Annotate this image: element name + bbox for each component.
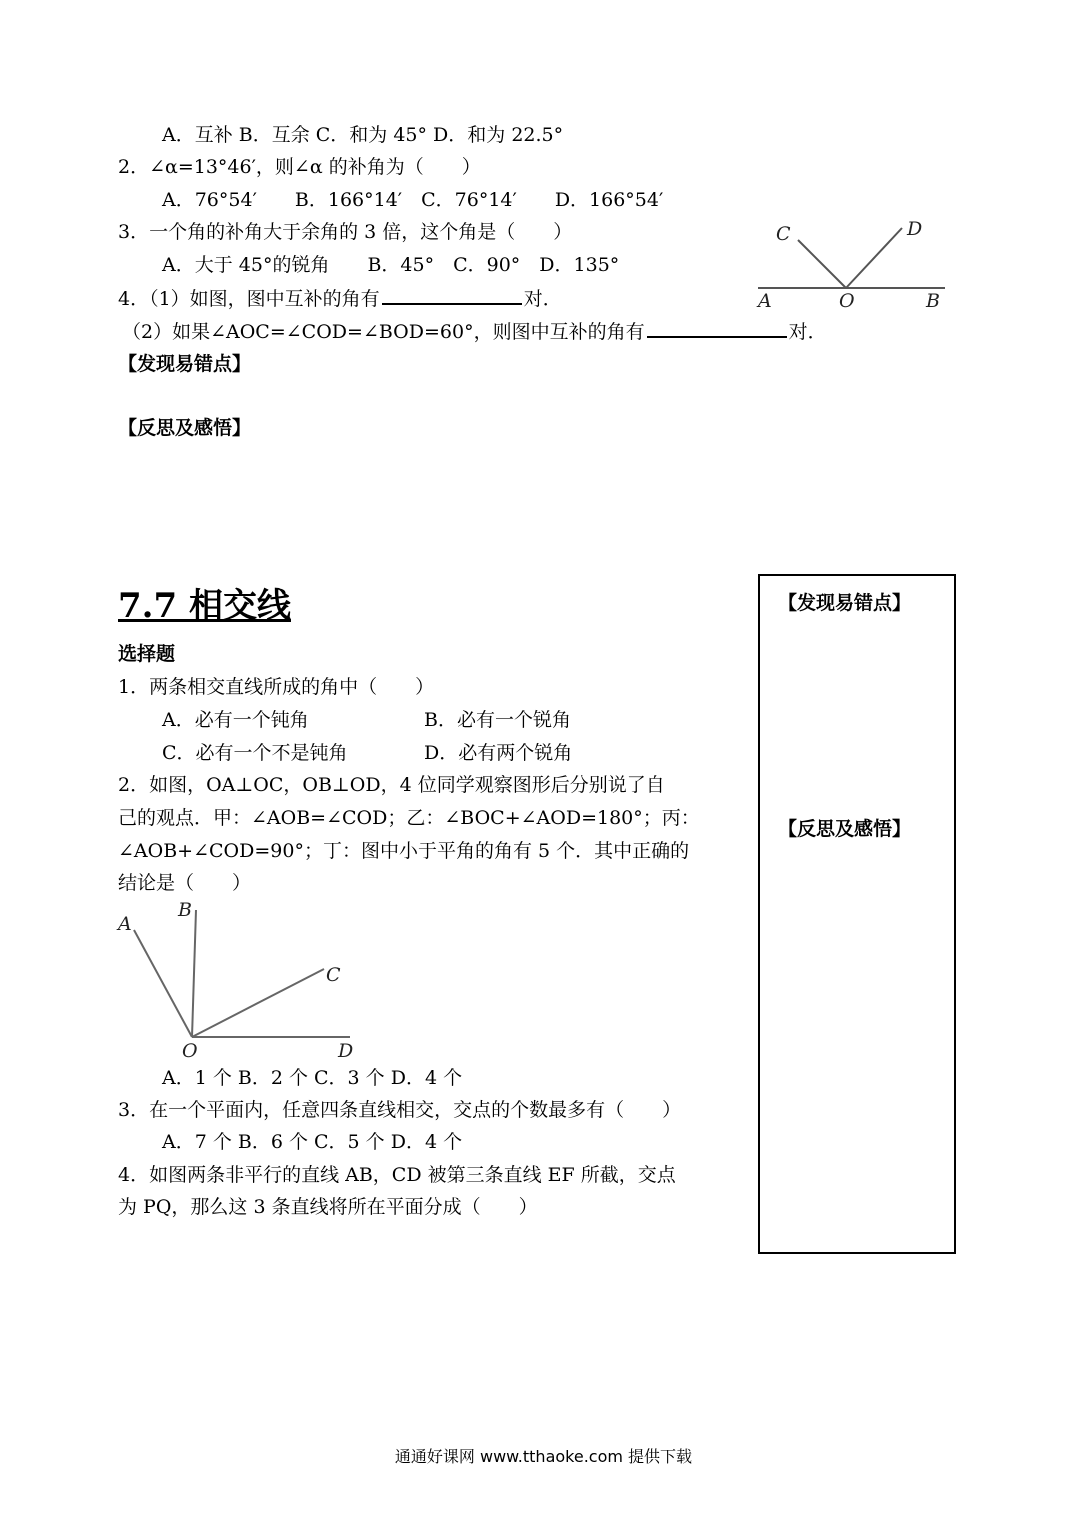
footer-text: 通通好课网 www.tthaoke.com 提供下载 [394, 1447, 693, 1466]
notes-sidebox [758, 574, 956, 1254]
p1-q3-options: A．大于 45°的锐角 B．45° C．90° D．135° [162, 254, 620, 276]
p1-reflection-heading: 【反思及感悟】 [118, 417, 252, 439]
ray-oa [134, 930, 192, 1037]
s-q2-line4: 结论是（ ） [118, 872, 252, 894]
angle-figure-2 [112, 898, 362, 1066]
p1-q3-stem: 3．一个角的补角大于余角的 3 倍，这个角是（ ） [118, 221, 573, 243]
s-q2-options: A．1 个 B．2 个 C．3 个 D．4 个 [162, 1067, 463, 1089]
p1-q1-options: A．互补 B．互余 C．和为 45° D．和为 22.5° [162, 124, 564, 146]
s-q4-line1: 4．如图两条非平行的直线 AB，CD 被第三条直线 EF 所截，交点 [118, 1164, 676, 1186]
angle-figure-1 [750, 210, 960, 320]
p1-q4-part1-prefix: 4．（1）如图，图中互补的角有 [118, 288, 380, 310]
s-q1-stem: 1．两条相交直线所成的角中（ ） [118, 676, 435, 698]
p1-q2-stem: 2．∠α=13°46′，则∠α 的补角为（ ） [118, 156, 481, 178]
s-q2-line3: ∠AOB+∠COD=90°；丁：图中小于平角的角有 5 个．其中正确的 [118, 840, 690, 862]
label-b: B [926, 290, 940, 312]
section-subtitle: 选择题 [118, 643, 176, 665]
s-q1-option-b: B．必有一个锐角 [424, 709, 571, 731]
ray-oc [192, 969, 324, 1037]
s-q3-stem: 3．在一个平面内，任意四条直线相交，交点的个数最多有（ ） [118, 1099, 682, 1121]
s-q3-options: A．7 个 B．6 个 C．5 个 D．4 个 [162, 1131, 463, 1153]
p1-q4-part2-prefix: （2）如果∠AOC=∠COD=∠BOD=60°，则图中互补的角有 [122, 321, 645, 343]
s-q2-line1: 2．如图，OA⊥OC，OB⊥OD，4 位同学观察图形后分别说了自 [118, 774, 665, 796]
s-q2-line2: 己的观点．甲：∠AOB=∠COD；乙：∠BOC+∠AOD=180°；丙： [118, 807, 700, 829]
s-q1-option-c: C．必有一个不是钝角 [162, 742, 348, 764]
s-q1-option-a: A．必有一个钝角 [162, 709, 309, 731]
label-c: C [776, 223, 791, 245]
p1-error-points-heading: 【发现易错点】 [118, 353, 252, 375]
ray-od [846, 228, 902, 288]
sidebox-error-points-heading: 【发现易错点】 [778, 592, 912, 614]
s-q4-line2: 为 PQ，那么这 3 条直线将所在平面分成（ ） [118, 1196, 538, 1218]
s-q1-option-d: D．必有两个锐角 [424, 742, 573, 764]
label-a: A [758, 290, 772, 312]
p1-q4-part1-suffix: 对． [523, 288, 562, 310]
label-c: C [326, 964, 341, 986]
p1-q2-options: A．76°54′ B．166°14′ C．76°14′ D．166°54′ [162, 189, 664, 211]
ray-ob [192, 910, 196, 1037]
section-title: 7.7 相交线 [118, 586, 291, 626]
p1-q4-part1 [118, 285, 562, 312]
answer-blank [647, 318, 787, 338]
label-o: O [182, 1040, 198, 1062]
label-d: D [338, 1040, 354, 1062]
answer-blank [382, 285, 522, 305]
sidebox-reflection-heading: 【反思及感悟】 [778, 818, 912, 840]
label-o: O [839, 290, 855, 312]
label-d: D [907, 218, 923, 240]
p1-q4-part2 [122, 318, 827, 345]
label-b: B [178, 899, 192, 921]
p1-q4-part2-suffix: 对． [788, 321, 827, 343]
label-a: A [118, 913, 132, 935]
ray-oc [798, 240, 846, 288]
